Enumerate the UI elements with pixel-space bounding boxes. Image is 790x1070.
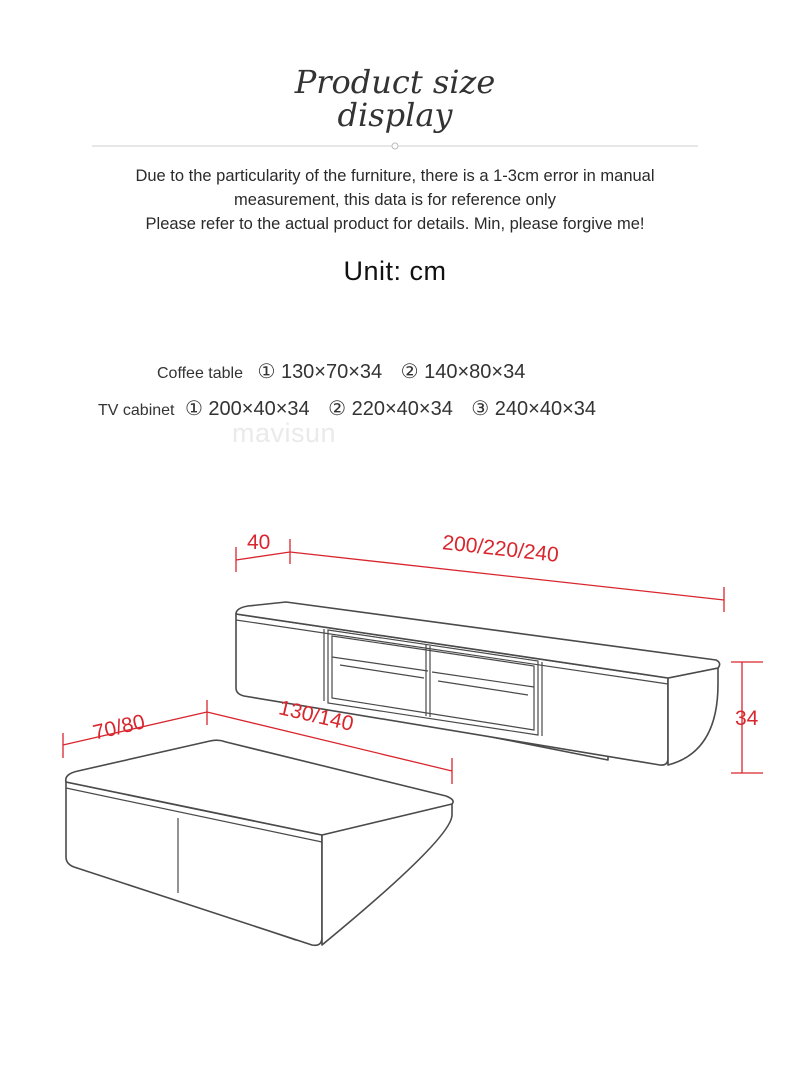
coffee-table-illustration: [66, 740, 453, 945]
coffee-table-label: Coffee table: [157, 365, 243, 382]
notice-line-3: Please refer to the actual product for details. Min, please forgive me!: [145, 215, 645, 233]
coffee-table-option-1: ① 130×70×34: [257, 361, 383, 383]
tv-cabinet-option-2: ② 220×40×34: [328, 398, 453, 420]
table-length-label: 130/140: [276, 696, 356, 736]
cabinet-length-label: 200/220/240: [441, 531, 560, 567]
tv-cabinet-option-1: ① 200×40×34: [184, 398, 310, 420]
tv-cabinet-side: [668, 668, 718, 765]
table-depth-label: 70/80: [90, 710, 148, 745]
unit-label: Unit: cm: [343, 256, 447, 286]
title-line-1: Product size: [294, 63, 496, 101]
tv-cabinet-illustration: [236, 602, 720, 765]
notice-line-1: Due to the particularity of the furniture, there is a 1-3cm error in manual: [135, 167, 655, 185]
coffee-table-option-2: ② 140×80×34: [400, 361, 526, 383]
height-label: 34: [735, 707, 759, 730]
brand-watermark: mavisun: [232, 418, 337, 448]
tv-cabinet-label: TV cabinet: [98, 402, 175, 419]
notice-line-2: measurement, this data is for reference only: [234, 191, 556, 209]
title-line-2: display: [337, 96, 453, 134]
cabinet-depth-label: 40: [247, 531, 271, 554]
tv-cabinet-option-3: ③ 240×40×34: [471, 398, 596, 420]
